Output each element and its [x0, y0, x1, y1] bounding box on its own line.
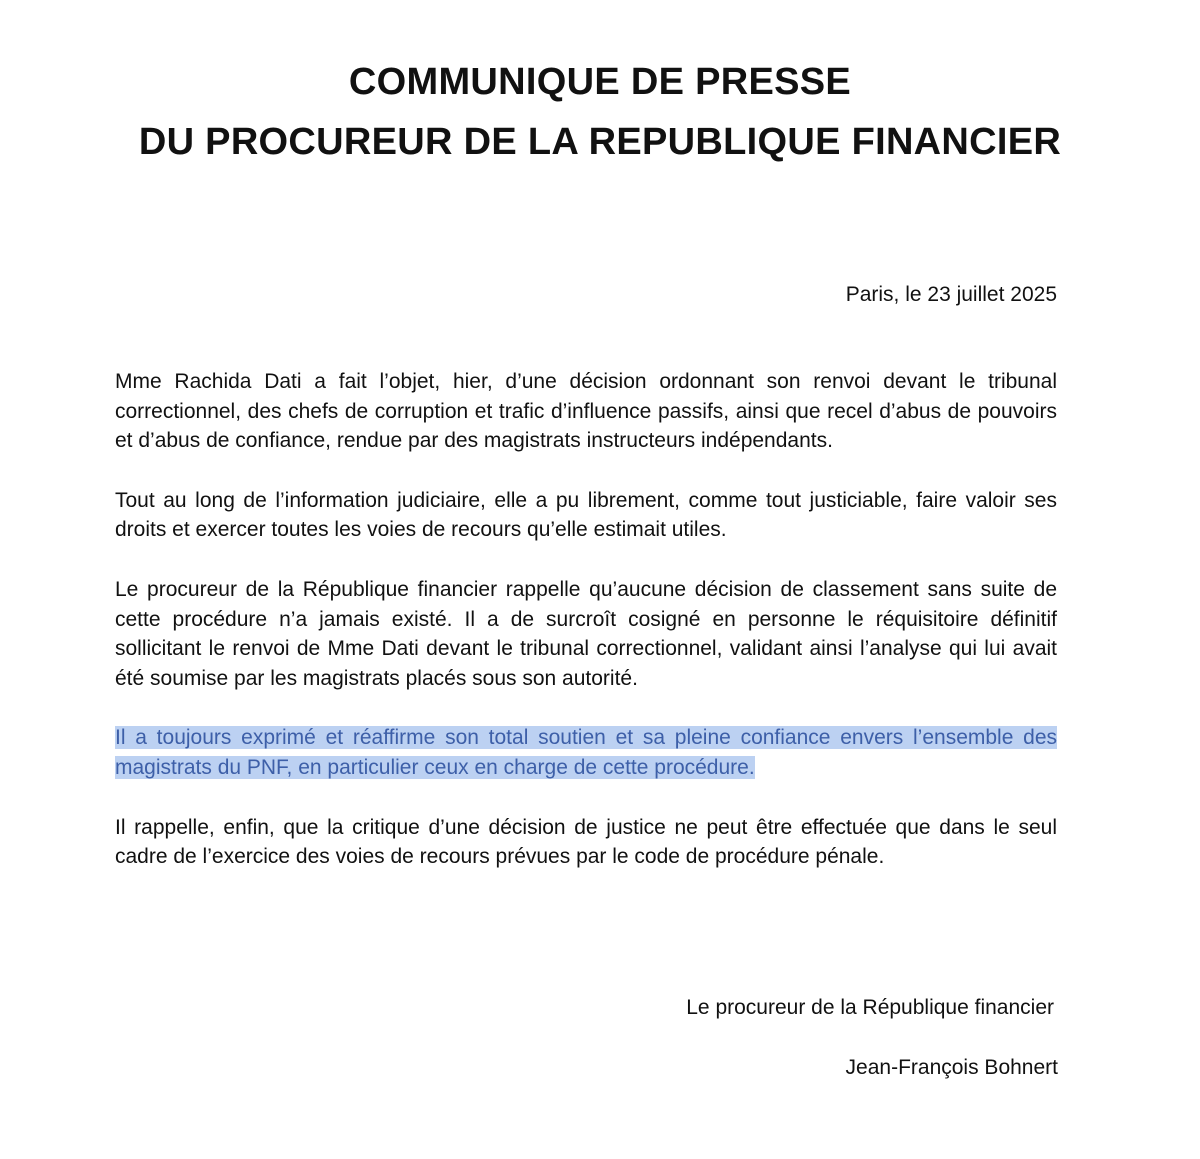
paragraph-2: Tout au long de l’information judiciaire, elle a pu librement, comme tout justiciable, faire valoir ses droits et exercer toutes les voies de recours qu’elle estimait utiles.	[115, 488, 1057, 542]
title-line-2: DU PROCUREUR DE LA REPUBLIQUE FINANCIER	[138, 121, 1062, 163]
title-line-1: COMMUNIQUE DE PRESSE	[348, 61, 852, 103]
paragraph-4-selected[interactable]	[115, 723, 1057, 782]
paragraph-3: Le procureur de la République financier rappelle qu’aucune décision de classement sans suite de cette procédure n’a jamais existé. Il a de surcroît cosigné en personne le réquisitoire définitif sollicitant le renvoi de Mme Dati devant le tribunal correctionnel, validant ainsi l’analyse qui lui avait été soumise par les magistrats placés sous son autorité.	[115, 577, 1057, 690]
selected-text[interactable]: Il a toujours exprimé et réaffirme son total soutien et sa pleine confiance envers l’ensemble des magistrats du PNF, en particulier ceux en charge de cette procédure.	[115, 726, 1057, 779]
signature-role: Le procureur de la République financier	[686, 996, 1054, 1019]
document-date: Paris, le 23 juillet 2025	[845, 283, 1057, 306]
paragraph-1: Mme Rachida Dati a fait l’objet, hier, d’une décision ordonnant son renvoi devant le tribunal correctionnel, des chefs de corruption et trafic d’influence passifs, ainsi que recel d’abus de pouvoirs et d’abus de confiance, rendue par des magistrats instructeurs indépendants.	[115, 370, 1057, 453]
paragraph-5: Il rappelle, enfin, que la critique d’une décision de justice ne peut être effectuée que dans le seul cadre de l’exercice des voies de recours prévues par le code de procédure pénale.	[115, 815, 1057, 869]
document-body	[115, 367, 1057, 902]
signature-name: Jean-François Bohnert	[845, 1056, 1058, 1079]
document-title	[80, 52, 1120, 172]
